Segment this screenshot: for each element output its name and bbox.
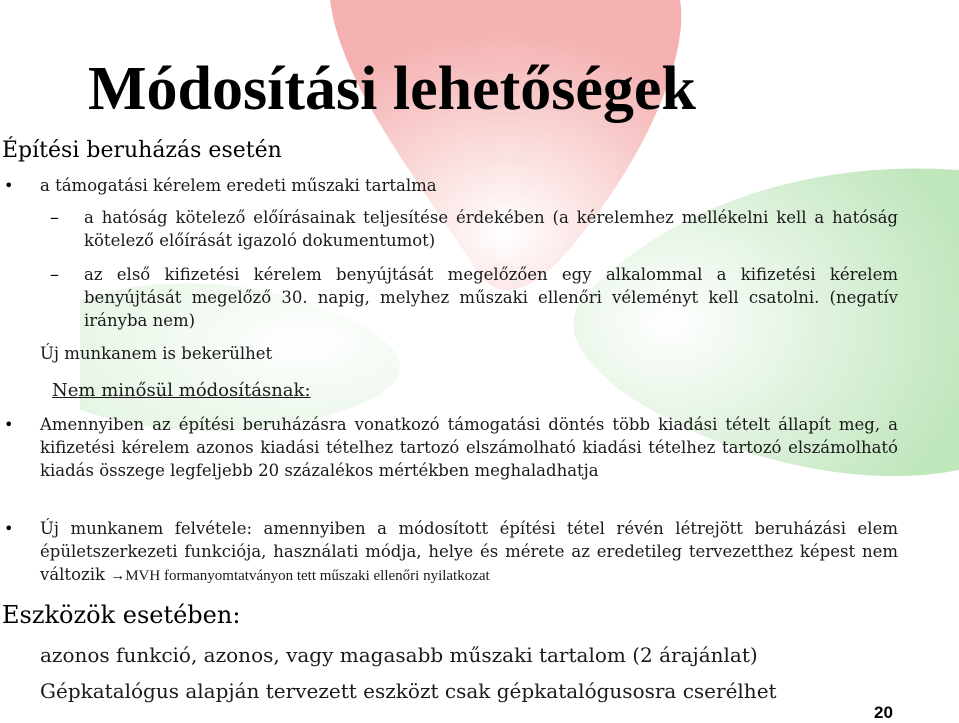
dash-icon: – (50, 264, 59, 285)
bullet-expense-items: Amennyiben az építési beruházásra vonatkozó támogatási döntés több kiadási tételt állapít meg, a kifizetési kérelem azonos kiadási tételhez tartozó elszámolható kiadási tételhez tartozó elszámolható kiadás összege legfeljebb 20 százalékos mértékben meghaladhatja (40, 415, 898, 480)
section-heading-construction: Építési beruházás esetén (2, 138, 282, 163)
sub-item-authority: a hatóság kötelező előírásainak teljesítése érdekében (a kérelemhez mellékelni kell a hatóság kötelező előírását igazoló dokumentumot) (84, 208, 898, 250)
bullet-icon: • (4, 519, 14, 538)
not-modification-heading: Nem minősül módosításnak: (52, 380, 311, 401)
bullet-original-content: a támogatási kérelem eredeti műszaki tartalma (40, 176, 437, 195)
section-heading-devices: Eszközök esetében: (2, 601, 241, 629)
bullet-new-job-main-text: Új munkanem felvétele: amennyiben a módosított építési tétel révén létrejött beruházási elem épületszerkezeti funkciója, használati módja, helye és mérete az eredetileg tervezetthez képest nem változik (40, 519, 898, 584)
page-number: 20 (874, 703, 893, 722)
dash-icon: – (50, 207, 59, 228)
bullet-new-job-type (40, 517, 898, 588)
bullet-icon: • (4, 415, 14, 434)
sub-item-first-payment: az első kifizetési kérelem benyújtását megelőzően egy alkalommal a kifizetési kérelem benyújtását megelőző 30. napig, melyhez műszaki ellenőri véleményt kell csatolni. (negatív irányba nem) (84, 265, 898, 330)
device-line-same-function: azonos funkció, azonos, vagy magasabb műszaki tartalom (2 árajánlat) (40, 643, 758, 667)
device-line-catalogue: Gépkatalógus alapján tervezett eszközt csak gépkatalógusosra cserélhet (40, 679, 777, 703)
arrow-icon: → (110, 568, 126, 584)
bullet-icon: • (4, 176, 14, 195)
slide-title: Módosítási lehetőségek (88, 55, 696, 123)
bullet-new-job-tail-text: MVH formanyomtatványon tett műszaki ellenőri nyilatkozat (125, 568, 490, 584)
new-job-note: Új munkanem is bekerülhet (40, 344, 273, 363)
